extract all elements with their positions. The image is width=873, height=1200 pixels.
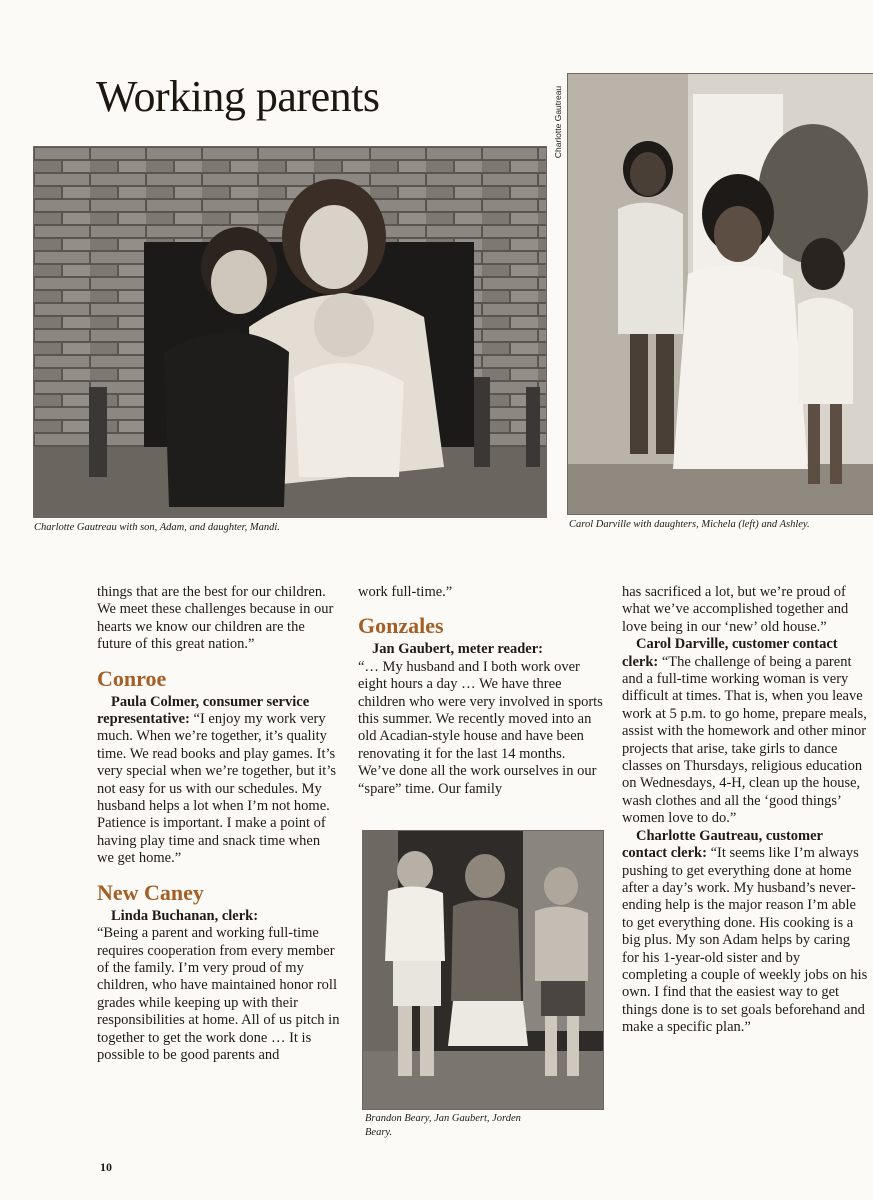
section-heading-conroe: Conroe [97,665,167,691]
section-heading-new-caney: New Caney [97,879,204,905]
photo-credit: Charlotte Gautreau [553,85,563,159]
quote-text: “The challenge of being a parent and a full-time working woman is very difficult at times. That is, when you leave work at 5 p.m. to go home, prepare meals, assist with the homework and other minor projects that arise, take girls to dance classes on Thursdays, religious education on Wednesdays, 4-H, clean up the house, wash clothes and all the ‘good things’ women love to do.” [622,653,867,827]
paragraph-new-caney [97,908,340,925]
column-2 [358,584,606,798]
paragraph-darville [622,636,868,827]
right-photo [567,73,873,515]
paragraph-gautreau [622,828,868,1037]
column-2-intro: work full-time.” [358,584,453,600]
main-photo-caption: Charlotte Gautreau with son, Adam, and daughter, Mandi. [34,522,280,533]
speaker-name: Jan Gaubert, meter reader: [372,641,543,658]
speaker-name: Paula Colmer, consumer service representative: [97,693,310,728]
center-photo-caption: Brandon Beary, Jan Gaubert, Jorden Beary. [365,1113,521,1139]
quote-text: “I enjoy my work very much. When we’re together, it’s quality time. We read books and play games. It’s very special when we’re together, but it’s not easy for us with our schedules. My husband helps a lot when I’m not home. Patience is important. I make a point of having play time and snack time when we get home.” [97,711,336,867]
main-photo [33,146,547,518]
column-3 [622,584,868,1037]
column-3-intro: has sacrificed a lot, but we’re proud of what we’ve accomplished together and love being in our ‘new’ old house.” [622,584,849,635]
section-heading-gonzales: Gonzales [358,613,444,639]
right-photo-caption: Carol Darville with daughters, Michela (left) and Ashley. [569,519,810,530]
quote-text: “… My husband and I both work over eight hours a day … We have three children who were very involved in sports this summer. We recently moved into an old Acadian-style house and have been renovating it for the last 14 months. We’ve done all the work ourselves in our “spare” time. Our family [358,658,603,797]
speaker-name: Carol Darville, customer contact clerk: [622,636,838,670]
column-1 [97,584,340,1064]
center-photo [362,830,604,1110]
column-1-intro: things that are the best for our children. We meet these challenges because in our hearts we know our children are the future of this great nation.” [97,584,334,653]
paragraph-gonzales [358,641,606,658]
speaker-name: Linda Buchanan, clerk: [111,907,259,924]
page-number: 10 [100,1160,112,1174]
speaker-name: Charlotte Gautreau, customer contact clerk: [622,827,823,862]
paragraph-conroe [97,694,340,868]
page-title: Working parents [96,72,380,121]
quote-text: “It seems like I’m always pushing to get everything done at home after a day’s work. My husband’s never-ending help is the major reason I’m able to get everything done. His cooking is a big plus. My son Adam helps by caring for his 1-year-old sister and by completing a couple of weekly jobs on his own. I find that the easiest way to get things done is to set goals beforehand and make a specific plan.” [622,845,868,1036]
quote-text: “Being a parent and working full-time requires cooperation from every member of the family. I’m very proud of my children, who have maintained honor roll grades while keeping up with their responsibilities at home. All of us pitch in together to get the work done … It is possible to be good parents and [97,925,340,1063]
